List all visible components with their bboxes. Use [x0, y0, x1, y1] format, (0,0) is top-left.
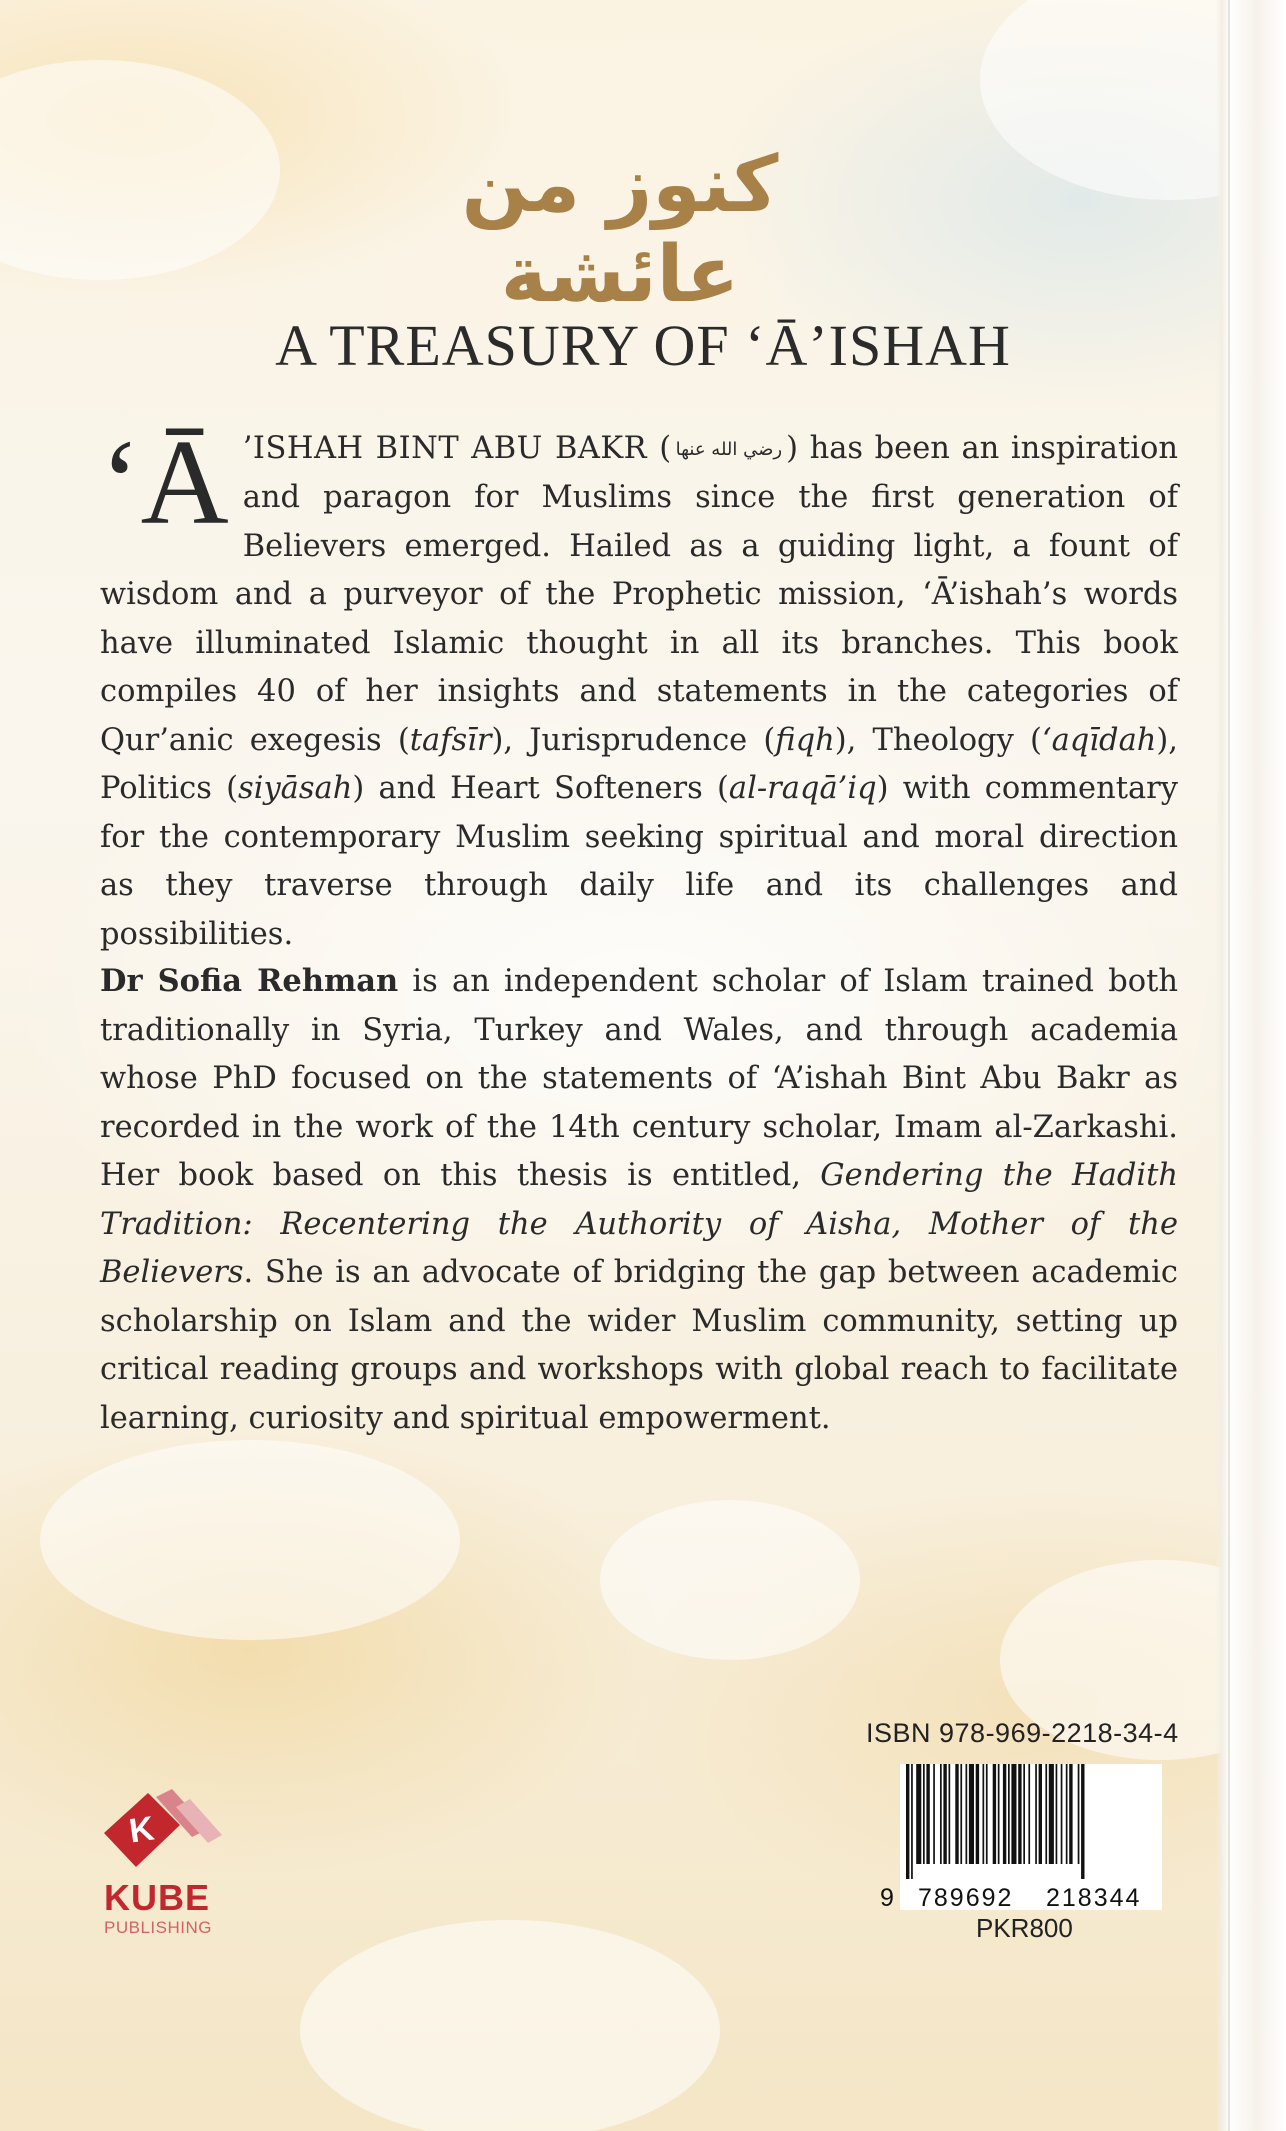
background-cloud [300, 1920, 720, 2131]
dropcap: ‘Ā [100, 415, 229, 550]
book-description [100, 415, 1179, 959]
barcode-bar [1049, 1764, 1054, 1864]
barcode-bar [983, 1764, 985, 1864]
term-raqaiq: al-raqā’iq [728, 771, 877, 807]
barcode-bar [993, 1764, 996, 1864]
barcode-bar [1069, 1764, 1072, 1864]
barcode-bar [1045, 1764, 1047, 1864]
background-cloud [0, 60, 280, 280]
barcode-bars [904, 1764, 1158, 1879]
term-aqidah: ‘aqīdah [1041, 722, 1157, 758]
barcode-bar [1018, 1764, 1021, 1864]
publisher-logo [100, 1785, 230, 1945]
barcode-bar [1066, 1764, 1068, 1864]
honorific-glyph: رضي الله عنها [675, 438, 783, 460]
barcode-bar [998, 1764, 1000, 1864]
book-title: A TREASURY OF ‘Ā’ISHAH [275, 313, 1011, 378]
barcode-bar [1081, 1764, 1084, 1879]
barcode-digits-left: 789692 [918, 1884, 1014, 1912]
barcode-bar [1023, 1764, 1025, 1864]
isbn-label: ISBN 978-969-2218-34-4 [866, 1718, 1179, 1748]
barcode-bar [960, 1764, 962, 1864]
barcode-bar [933, 1764, 935, 1864]
barcode-bar [1035, 1764, 1037, 1864]
barcode-bar [923, 1764, 925, 1864]
publisher-sub: PUBLISHING [104, 1918, 212, 1937]
bio-text: . She is an advocate of bridging the gap between academic scholarship on Islam and the wider Muslim community, setting up critical reading groups and workshops with global reach to facilitate learning, curiosity and spiritual empowerment. [100, 1255, 1178, 1436]
barcode-bar [955, 1764, 958, 1864]
kube-logo-icon [100, 1785, 230, 1875]
author-bio [100, 957, 1178, 1443]
barcode-bar [1056, 1764, 1058, 1864]
barcode-bar [949, 1764, 951, 1864]
barcode-digit-lead: 9 [880, 1884, 894, 1912]
barcode-bar [1039, 1764, 1042, 1864]
arabic-title: كنوز من عائشة [461, 140, 779, 320]
barcode-bar [1011, 1764, 1016, 1864]
publisher-name: KUBE [104, 1877, 211, 1918]
barcode-bar [943, 1764, 946, 1864]
cited-book-title: Gendering the Hadith Tradition: Recentering the Authority of Aisha, Mother of the Believers [100, 1158, 1178, 1290]
term-siyasah: siyāsah [238, 771, 353, 807]
term-tafsir: tafsīr [409, 722, 492, 758]
description-text: ) with commentary for the contemporary Muslim seeking spiritual and moral direction as they traverse through daily life and its challenges and possibilities. [100, 771, 1178, 952]
barcode-bar [926, 1764, 929, 1864]
term-fiqh: fiqh [775, 722, 835, 758]
barcode-bar [1008, 1764, 1010, 1864]
description-text: ) has been an inspiration and paragon for Muslims since the first generation of Believers emerged. Hailed as a guiding light, a fount of wisdom and a purveyor of the Prophetic mission, ‘Ā’ishah’s words have illuminated Islamic thought in all its branches. This book compiles 40 of her insights and statements in the categories of Qur’anic exegesis ( [100, 431, 1178, 758]
background-cloud [600, 1500, 860, 1660]
barcode-bar [911, 1764, 913, 1879]
barcode-bar [966, 1764, 968, 1864]
barcode-bar [1061, 1764, 1063, 1864]
barcode-bar [976, 1764, 979, 1864]
description-text: ), Jurisprudence ( [491, 722, 776, 758]
barcode-bar [940, 1764, 942, 1864]
barcode-bar [916, 1764, 921, 1864]
bio-text: is an independent scholar of Islam trained both traditionally in Syria, Turkey and Wales, and through academia whose PhD focused on the statements of ‘A’ishah Bint Abu Bakr as recorded in the work of the 14th century scholar, Imam al-Zarkashi. Her book based on this thesis is entitled, [100, 964, 1178, 1193]
description-opening: ’ISHAH BINT ABU BAKR ( [242, 431, 672, 466]
barcode-bar [1003, 1764, 1006, 1864]
barcode-bar [986, 1764, 988, 1864]
barcode-bar [906, 1764, 909, 1879]
author-name: Dr Sofia Rehman [100, 963, 399, 999]
barcode-bar [1028, 1764, 1030, 1864]
logo-letter: K [126, 1809, 157, 1851]
description-text: ), Politics ( [100, 722, 1179, 807]
barcode-digits-right: 218344 [1046, 1884, 1142, 1912]
description-text: ) and Heart Softeners ( [352, 771, 729, 807]
description-text: ), Theology ( [834, 722, 1042, 758]
background-cloud [40, 1440, 460, 1640]
barcode-bar [1078, 1764, 1080, 1864]
barcode-bar [969, 1764, 974, 1864]
price-label: PKR800 [976, 1913, 1073, 1943]
